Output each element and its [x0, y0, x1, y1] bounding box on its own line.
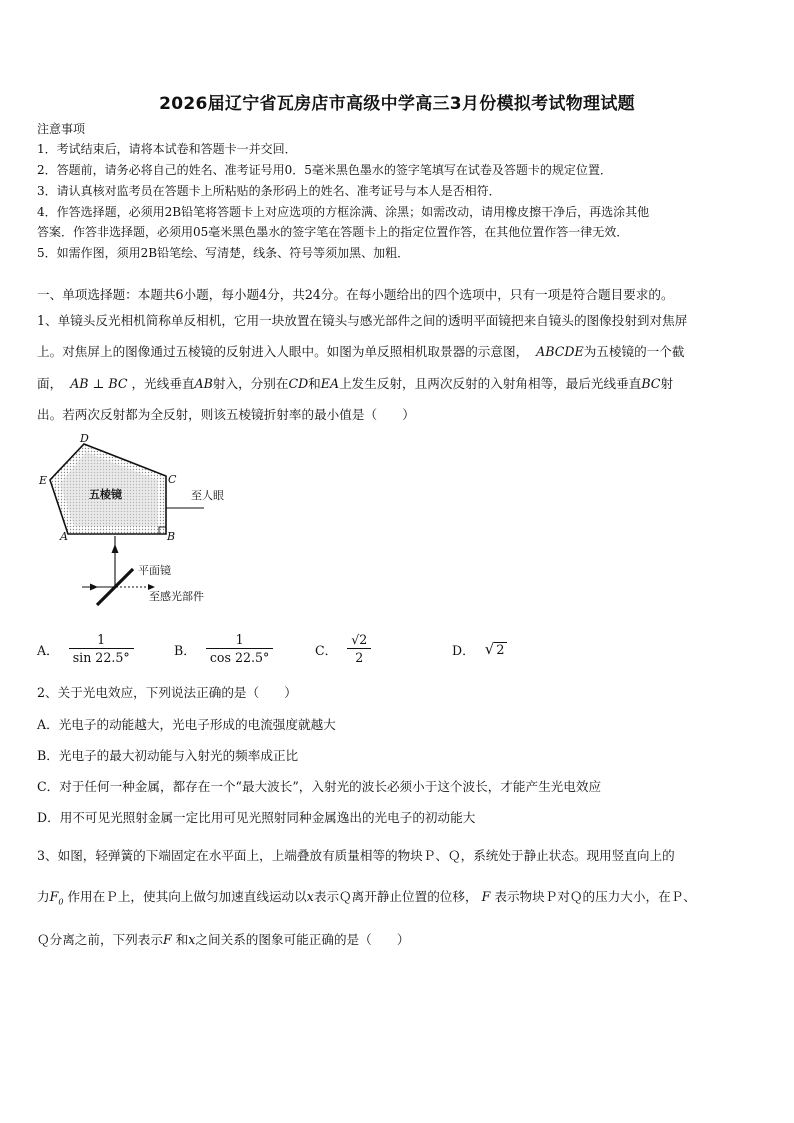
notes-item: 答案．作答非选择题，必须用05毫米黑色墨水的签字笔在答题卡上的指定位置作答，在其他位置作答一律无效．	[37, 225, 629, 239]
fraction	[206, 632, 273, 667]
q1-text: 射入，分别在	[212, 376, 289, 391]
q1-text: ，光线垂直	[131, 376, 195, 391]
lens-ray-arrow-icon	[90, 584, 98, 591]
vertex-d-label: D	[80, 432, 89, 445]
notes-item: 5．如需作图，须用2B铅笔绘、写清楚，线条、符号等须加黑、加粗．	[37, 246, 410, 260]
notes-item: 1．考试结束后，请将本试卷和答题卡一并交回．	[37, 142, 297, 156]
option-label: D．	[452, 642, 475, 658]
pentaprism-diagram	[36, 432, 236, 612]
q3-text: 作用在Ｐ上，使其向上做匀加速直线运动以	[67, 889, 307, 904]
q3-text: 表示Ｑ离开静止位置的位移，	[313, 889, 478, 904]
q3-text: 之间关系的图象可能正确的是（ ）	[195, 932, 410, 947]
fraction	[347, 632, 371, 667]
square-root	[485, 641, 507, 658]
q1-options	[37, 627, 777, 671]
q1-text: 和	[308, 376, 321, 391]
numerator: 1	[97, 631, 106, 647]
option-label: A．	[37, 642, 59, 658]
eye-label: 至人眼	[191, 489, 224, 502]
option-label: C．	[315, 642, 338, 658]
q1-math-perp: AB ⊥ BC	[70, 376, 128, 391]
q2-option-c[interactable]: C．对于任何一种金属，都存在一个“最大波长”，入射光的波长必须小于这个波长，才能产生光电效应	[37, 779, 602, 794]
denominator: 2	[355, 649, 364, 665]
q2-option-b[interactable]: B．光电子的最大初动能与入射光的频率成正比	[37, 748, 299, 763]
q3-math-f: F	[162, 932, 172, 947]
vertex-c-label: C	[168, 473, 177, 486]
q1-option-a[interactable]	[37, 627, 134, 671]
q3-line: 3、如图，轻弹簧的下端固定在水平面上，上端叠放有质量相等的物块Ｐ、Ｑ，系统处于静止状态。现用竖直向上的	[37, 848, 675, 863]
q1-math-bc: BC	[641, 376, 661, 391]
section-heading: 一、单项选择题：本题共6小题，每小题4分，共24分。在每小题给出的四个选项中，只有一项是符合题目要求的。	[37, 287, 674, 302]
q1-math-cd: CD	[288, 376, 309, 391]
prism-label: 五棱镜	[89, 488, 122, 501]
denominator: sin 22.5°	[72, 649, 130, 665]
q1-math-ab: AB	[194, 376, 213, 391]
numerator: √2	[351, 631, 368, 647]
q1-text: 上发生反射，且两次反射的入射角相等，最后光线垂直	[339, 376, 642, 391]
q3-line	[37, 889, 764, 911]
ray-arrow-icon	[112, 544, 119, 553]
vertex-e-label: E	[39, 474, 48, 487]
q3-math-x: x	[306, 889, 314, 904]
q3-text: 表示物块Ｐ对Ｑ的压力大小，在Ｐ、	[494, 889, 696, 904]
radicand: 2	[496, 642, 505, 658]
q1-math-abcde: ABCDE	[536, 344, 584, 359]
q1-option-c[interactable]	[315, 627, 371, 671]
q1-option-b[interactable]	[174, 627, 273, 671]
q1-line: 出。若两次反射都为全反射，则该五棱镜折射率的最小值是（ ）	[37, 407, 415, 422]
fraction	[69, 632, 134, 667]
q3-math-f0	[49, 889, 64, 907]
q1-option-d[interactable]	[452, 627, 507, 671]
q1-text: 上。对焦屏上的图像通过五棱镜的反射进入人眼中。如图为单反照相机取景器的示意图，	[37, 344, 529, 359]
q3-f: F	[49, 889, 59, 904]
denominator: cos 22.5°	[209, 649, 270, 665]
q3-math-x: x	[188, 932, 196, 947]
q1-line	[37, 344, 764, 360]
numerator: 1	[235, 631, 244, 647]
notes-heading: 注意事项	[37, 122, 86, 136]
q2-stem: 2、关于光电效应，下列说法正确的是（ ）	[37, 685, 297, 700]
q1-line	[37, 376, 764, 392]
notes-item: 2．答题前，请务必将自己的姓名、准考证号用0．5毫米黑色墨水的签字笔填写在试卷及答题卡的规定位置．	[37, 163, 612, 177]
q1-text: 射	[660, 376, 674, 391]
q1-line: 1、单镜头反光相机简称单反相机，它用一块放置在镜头与感光部件之间的透明平面镜把来自镜头的图像投射到对焦屏	[37, 313, 688, 328]
option-label: B．	[174, 642, 196, 658]
q1-math-ea: EA	[320, 376, 340, 391]
pentaprism-svg	[36, 432, 236, 612]
vertex-a-label: A	[60, 530, 68, 543]
q3-math-f: F	[481, 889, 491, 904]
notes-item: 3．请认真核对监考员在答题卡上所粘贴的条形码上的姓名、准考证号与本人是否相符．	[37, 184, 501, 198]
sensor-label: 至感光部件	[149, 590, 204, 603]
q3-text: 和	[175, 932, 189, 947]
q2-option-d[interactable]: D．用不可见光照射金属一定比用可见光照射同种金属逸出的光电子的初动能大	[37, 810, 476, 825]
q1-text: 面，	[37, 376, 63, 391]
q3-f-sub: 0	[58, 897, 64, 907]
q2-option-a[interactable]: A．光电子的动能越大，光电子形成的电流强度就越大	[37, 717, 336, 732]
q3-text: 力	[37, 889, 50, 904]
mirror-label: 平面镜	[138, 564, 171, 577]
q3-text: Ｑ分离之前，下列表示	[37, 932, 163, 947]
page-title: 2026届辽宁省瓦房店市高级中学高三3月份模拟考试物理试题	[159, 94, 635, 114]
vertex-b-label: B	[167, 530, 176, 543]
radical-sign: √	[484, 639, 495, 658]
q1-text: 为五棱镜的一个截	[583, 344, 685, 359]
q3-line	[37, 932, 764, 948]
notes-item: 4．作答选择题，必须用2B铅笔将答题卡上对应选项的方框涂满、涂黑；如需改动，请用橡皮擦干净后，再选涂其他	[37, 205, 650, 219]
